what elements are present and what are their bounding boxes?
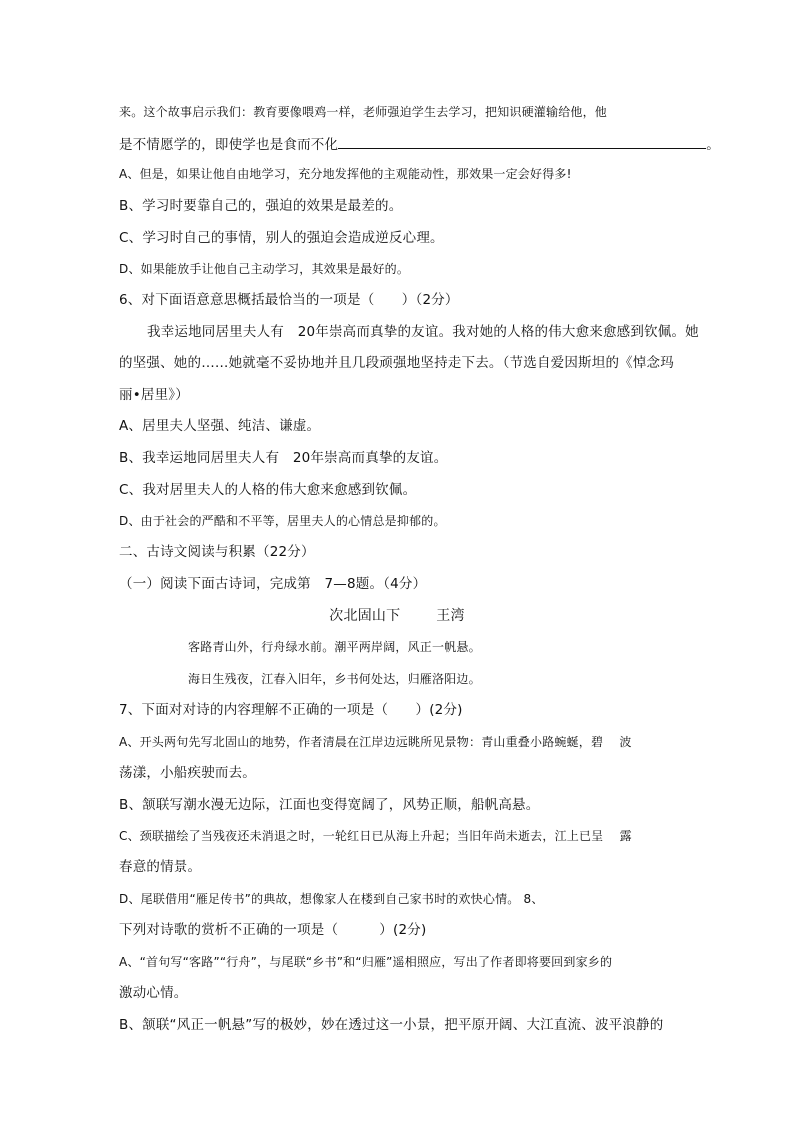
text-segment: 是不情愿学的，即使学也是食而不化: [119, 137, 339, 153]
option-c: C、颈联描绘了当残夜还未消退之时，一轮红日已从海上升起；当旧年尚未逝去，江上已呈 露: [119, 829, 632, 843]
section-heading: 二、古诗文阅读与积累（22分）: [119, 544, 315, 560]
passage-line: 丽•居里》）: [119, 387, 189, 403]
option-c-cont: 春意的情景。: [119, 859, 202, 875]
option-a: A、但是，如果让他自由地学习，充分地发挥他的主观能动性，那效果一定会好得多!: [119, 167, 572, 181]
fill-blank[interactable]: [338, 134, 706, 149]
option-b: B、颔联“风正一帆悬”写的极妙，妙在透过这一小景，把平原开阔、大江直流、波平浪静的: [119, 1017, 664, 1033]
option-a-cont: 荡漾，小船疾驶而去。: [119, 765, 256, 781]
text-line: [119, 134, 720, 155]
option-c: C、我对居里夫人的人格的伟大愈来愈感到钦佩。: [119, 482, 417, 498]
poem-line: 客路青山外，行舟绿水前。潮平两岸阔，风正一帆悬。: [188, 640, 481, 654]
option-d: D、如果能放手让他自己主动学习，其效果是最好的。: [119, 262, 410, 276]
question-6: 6、对下面语意意思概括最恰当的一项是（ ）（2分）: [119, 292, 459, 308]
subsection-heading: （一）阅读下面古诗词，完成第 7—8题。（4分）: [119, 576, 427, 592]
passage-line: 我幸运地同居里夫人有 20年崇高而真挚的友谊。我对她的人格的伟大愈来愈感到钦佩。她: [147, 324, 699, 340]
question-8: 下列对诗歌的赏析不正确的一项是（ ）(2分): [119, 922, 427, 938]
option-a: A、居里夫人坚强、纯洁、谦虚。: [119, 418, 321, 434]
poem-line: 海日生残夜，江春入旧年，乡书何处达，归雁洛阳边。: [188, 672, 481, 686]
poem-heading: [0, 606, 794, 626]
option-b: B、学习时要靠自己的，强迫的效果是最差的。: [119, 198, 403, 214]
text-line: 来。这个故事启示我们：教育要像喂鸡一样，老师强迫学生去学习，把知识硬灌输给他，他: [119, 105, 608, 119]
passage-line: 的坚强、她的……她就毫不妥协地并且几段顽强地坚持走下去。（节选自爱因斯坦的《悼念玛: [119, 355, 674, 371]
option-d: D、由于社会的严酷和不平等，居里夫人的心情总是抑郁的。: [119, 514, 446, 528]
option-a: A、“首句写“客路”“行舟”，与尾联“乡书”和“归雁”遥相照应，写出了作者即将要回到家乡的: [119, 955, 613, 969]
poem-title: 次北固山下: [329, 608, 401, 624]
option-b: B、颔联写潮水漫无边际，江面也变得宽阔了，风势正顺，船帆高悬。: [119, 797, 540, 813]
question-7: 7、下面对对诗的内容理解不正确的一项是（ ）(2分): [119, 702, 463, 718]
option-a: A、开头两句先写北固山的地势，作者清晨在江岸边远眺所见景物：青山重叠小路蜿蜒，碧 波: [119, 735, 632, 749]
poem-author: 王湾: [436, 608, 465, 624]
option-d: D、尾联借用“雁足传书”的典故，想像家人在楼到自己家书时的欢快心情。 8、: [119, 892, 544, 906]
option-b: B、我幸运地同居里夫人有 20年崇高而真挚的友谊。: [119, 450, 448, 466]
option-a-cont: 激动心情。: [119, 985, 188, 1001]
text-segment: 。: [706, 137, 720, 153]
option-c: C、学习时自己的事情，别人的强迫会造成逆反心理。: [119, 230, 444, 246]
